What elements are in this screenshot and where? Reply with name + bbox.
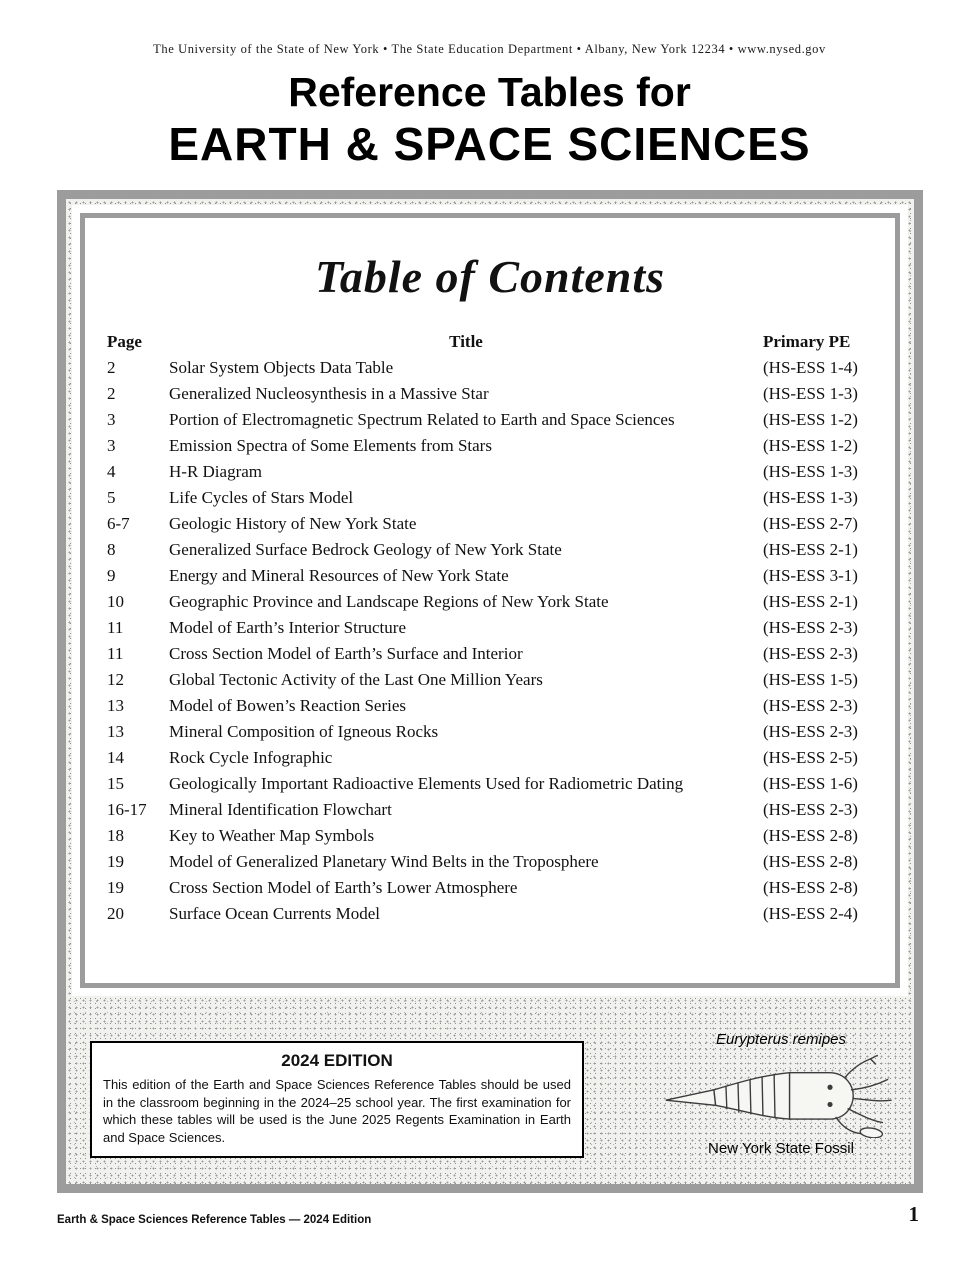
toc-row-page: 2: [107, 358, 116, 377]
toc-row-title: Geologic History of New York State: [169, 514, 417, 533]
toc-row-pe: (HS-ESS 2-3): [763, 800, 858, 819]
toc-row-page: 8: [107, 540, 116, 559]
toc-row-title: Cross Section Model of Earth’s Surface and Interior: [169, 644, 523, 663]
document-title: [0, 68, 979, 172]
toc-row-pe: (HS-ESS 3-1): [763, 566, 858, 585]
toc-row-title: Emission Spectra of Some Elements from Stars: [169, 436, 492, 455]
toc-row: [107, 355, 873, 381]
toc-row-title: Solar System Objects Data Table: [169, 358, 394, 377]
toc-row-pe: (HS-ESS 2-7): [763, 514, 858, 533]
toc-rows: [107, 355, 873, 927]
toc-row-title: Model of Generalized Planetary Wind Belts in the Troposphere: [169, 852, 599, 871]
toc-row-pe: (HS-ESS 2-3): [763, 696, 858, 715]
toc-row-page: 5: [107, 488, 116, 507]
toc-row-page: 19: [107, 852, 124, 871]
toc-row-pe: (HS-ESS 1-3): [763, 462, 858, 481]
edition-title: 2024 EDITION: [281, 1051, 393, 1070]
toc-row-title: Key to Weather Map Symbols: [169, 826, 375, 845]
toc-row-title: Generalized Nucleosynthesis in a Massive Star: [169, 384, 489, 403]
document-title-line2: EARTH & SPACE SCIENCES: [168, 118, 811, 171]
toc-row-title: Mineral Identification Flowchart: [169, 800, 392, 819]
toc-row: [107, 485, 873, 511]
toc-row-pe: (HS-ESS 2-1): [763, 592, 858, 611]
toc-row-title: Life Cycles of Stars Model: [169, 488, 354, 507]
toc-row-pe: (HS-ESS 1-2): [763, 410, 858, 429]
toc-row-pe: (HS-ESS 2-3): [763, 722, 858, 741]
toc-row-pe: (HS-ESS 2-1): [763, 540, 858, 559]
toc-row-pe: (HS-ESS 1-5): [763, 670, 858, 689]
footer-document-label: Earth & Space Sciences Reference Tables — 2024 Edition: [57, 1214, 372, 1226]
fossil-caption: New York State Fossil: [708, 1140, 854, 1157]
toc-row-title: Generalized Surface Bedrock Geology of New York State: [169, 540, 562, 559]
toc-row: [107, 537, 873, 563]
toc-row-page: 4: [107, 462, 116, 481]
toc-row: [107, 745, 873, 771]
toc-row-page: 16-17: [107, 800, 147, 819]
edition-body-text: This edition of the Earth and Space Sciences Reference Tables should be used in the classroom beginning in the 2024–25 school year. The first examination for which these tables will be used is the June 2025 Regents Examination in Earth and Space Sciences.: [103, 1077, 571, 1145]
toc-row-pe: (HS-ESS 1-4): [763, 358, 858, 377]
toc-row-title: H-R Diagram: [169, 462, 263, 481]
table-of-contents-box: [80, 213, 900, 988]
eurypterus-illustration: [641, 1052, 921, 1138]
toc-row-page: 3: [107, 436, 116, 455]
fossil-species-label: Eurypterus remipes: [715, 1031, 847, 1048]
toc-row-title: Geologically Important Radioactive Elements Used for Radiometric Dating: [169, 774, 684, 793]
toc-row-pe: (HS-ESS 1-3): [763, 488, 858, 507]
toc-row: [107, 771, 873, 797]
toc-row-page: 2: [107, 384, 116, 403]
toc-col-header-page: Page: [107, 332, 142, 351]
toc-row-page: 13: [107, 722, 124, 741]
toc-row-page: 6-7: [107, 514, 130, 533]
toc-row-page: 12: [107, 670, 124, 689]
toc-row: [107, 641, 873, 667]
edition-note-box: [90, 1041, 584, 1158]
toc-row-pe: (HS-ESS 2-8): [763, 878, 858, 897]
toc-row: [107, 875, 873, 901]
toc-row-title: Model of Bowen’s Reaction Series: [169, 696, 407, 715]
toc-row-title: Cross Section Model of Earth’s Lower Atmosphere: [169, 878, 518, 897]
toc-row: [107, 433, 873, 459]
toc-row-page: 19: [107, 878, 124, 897]
toc-row: [107, 407, 873, 433]
toc-row: [107, 719, 873, 745]
toc-row: [107, 797, 873, 823]
toc-row-pe: (HS-ESS 1-3): [763, 384, 858, 403]
toc-row-title: Model of Earth’s Interior Structure: [169, 618, 406, 637]
toc-row-pe: (HS-ESS 2-3): [763, 644, 858, 663]
toc-row-page: 10: [107, 592, 124, 611]
toc-row-pe: (HS-ESS 1-6): [763, 774, 858, 793]
toc-row-title: Rock Cycle Infographic: [169, 748, 333, 767]
toc-row: [107, 667, 873, 693]
toc-row-title: Geographic Province and Landscape Regions of New York State: [169, 592, 609, 611]
toc-row-pe: (HS-ESS 2-4): [763, 904, 858, 923]
toc-row-page: 11: [107, 618, 124, 637]
toc-row-title: Portion of Electromagnetic Spectrum Related to Earth and Space Sciences: [169, 410, 675, 429]
toc-row-page: 9: [107, 566, 116, 585]
toc-row: [107, 823, 873, 849]
toc-heading: Table of Contents: [314, 251, 666, 302]
toc-table: [107, 329, 873, 927]
toc-row-page: 14: [107, 748, 124, 767]
toc-row-pe: (HS-ESS 2-8): [763, 852, 858, 871]
toc-col-header-pe: Primary PE: [763, 332, 851, 351]
toc-row-page: 3: [107, 410, 116, 429]
toc-row-title: Mineral Composition of Igneous Rocks: [169, 722, 439, 741]
toc-row-pe: (HS-ESS 2-8): [763, 826, 858, 845]
toc-row-page: 18: [107, 826, 124, 845]
toc-header-row: [107, 329, 873, 355]
toc-row: [107, 381, 873, 407]
outer-frame: [57, 190, 923, 1193]
toc-row: [107, 563, 873, 589]
toc-row: [107, 459, 873, 485]
toc-row: [107, 615, 873, 641]
toc-row-pe: (HS-ESS 1-2): [763, 436, 858, 455]
toc-row-title: Energy and Mineral Resources of New York State: [169, 566, 509, 585]
toc-row-pe: (HS-ESS 2-3): [763, 618, 858, 637]
toc-row-pe: (HS-ESS 2-5): [763, 748, 858, 767]
toc-row-page: 13: [107, 696, 124, 715]
toc-col-header-title: Title: [449, 332, 483, 351]
toc-row: [107, 693, 873, 719]
toc-row-page: 20: [107, 904, 124, 923]
toc-row-page: 15: [107, 774, 124, 793]
document-title-line1: Reference Tables for: [288, 69, 691, 115]
state-fossil-figure: [631, 1031, 931, 1157]
footer-page-number: 1: [908, 1202, 919, 1226]
toc-row: [107, 849, 873, 875]
toc-row: [107, 589, 873, 615]
toc-row-page: 11: [107, 644, 124, 663]
masthead-line: The University of the State of New York • The State Education Department • Albany, New York 12234 • www.nysed.gov: [153, 42, 826, 56]
toc-row-title: Surface Ocean Currents Model: [169, 904, 381, 923]
toc-row: [107, 511, 873, 537]
toc-row: [107, 901, 873, 927]
toc-row-title: Global Tectonic Activity of the Last One Million Years: [169, 670, 543, 689]
